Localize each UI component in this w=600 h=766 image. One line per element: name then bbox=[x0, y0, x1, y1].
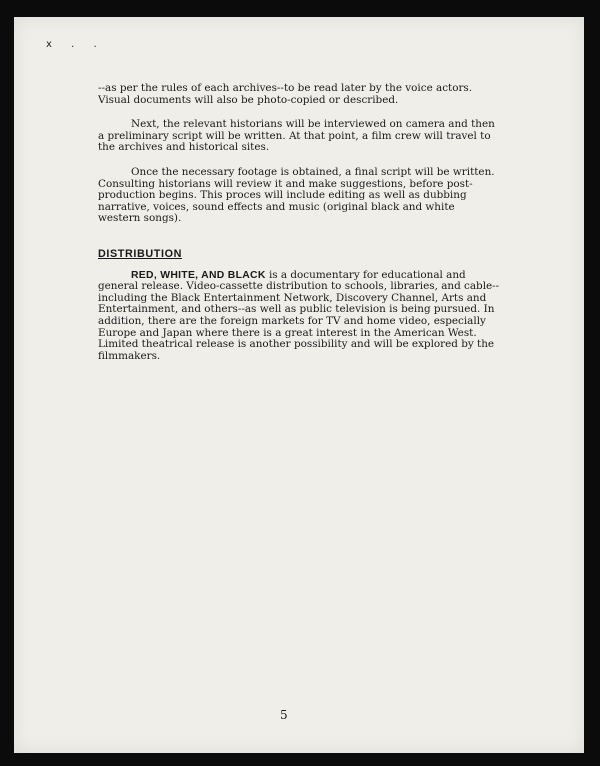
corner-marks: x . . bbox=[46, 39, 105, 50]
paragraph-archives: --as per the rules of each archives--to be read later by the voice actors. Visual documents will also be photo-copied or described. bbox=[98, 82, 473, 106]
distribution-body: is a documentary for educational and general release. Video-cassette distribution to schools, libraries, and cable--including the Black Entertainment Network, Discovery Channel, Arts and Entertainment, and others--as well as public television is being pursued. In addition, there are the foreign markets for TV and home video, especially Europe and Japan where there is a great interest in the American West. Limited theatrical release is another possibility and will be explored by the filmmakers. bbox=[98, 268, 500, 362]
paragraph-final-script: Once the necessary footage is obtained, a final script will be written. Consulting historians will review it and make suggestions, before post-production begins. This proces will include editing as well as dubbing narrative, voices, sound effects and music (original black and white western songs). bbox=[98, 165, 495, 225]
paragraph-historians: Next, the relevant historians will be interviewed on camera and then a preliminary script will be written. At that point, a film crew will travel to the archives and historical sites. bbox=[98, 118, 495, 154]
film-title: RED, WHITE, AND BLACK bbox=[131, 269, 266, 281]
paragraph-distribution bbox=[98, 270, 500, 363]
bleed-through-shadow bbox=[224, 402, 444, 442]
page-number: 5 bbox=[280, 708, 288, 722]
document-body bbox=[98, 83, 500, 375]
distribution-heading: DISTRIBUTION bbox=[98, 247, 182, 260]
